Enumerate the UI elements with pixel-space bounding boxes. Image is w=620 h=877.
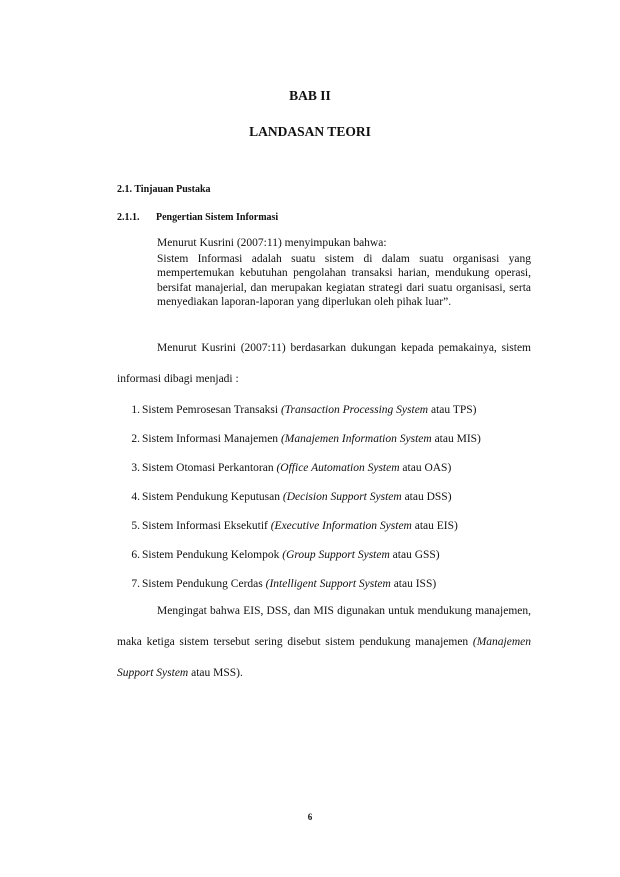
list-text: Sistem Pemrosesan Transaksi: [142, 404, 281, 416]
list-term: (Decision Support System: [282, 491, 402, 503]
list-text: Sistem Pendukung Keputusan: [142, 491, 283, 503]
list-number: 4.: [131, 491, 140, 503]
list-abbrev: atau OAS): [399, 462, 452, 474]
list-text: Sistem Pendukung Cerdas: [142, 578, 266, 590]
list-item: [117, 512, 537, 541]
paragraph-text: Mengingat bahwa EIS, DSS, dan MIS digunakan untuk mendukung manajemen, maka ketiga sistem tersebut sering disebut sistem pendukung manajemen: [117, 605, 531, 648]
paragraph-abbrev: atau MSS).: [188, 667, 243, 679]
list-abbrev: atau ISS): [390, 578, 437, 590]
list-text: Sistem Informasi Manajemen: [142, 433, 281, 445]
list-item: [117, 541, 537, 570]
list-number: 5.: [131, 520, 140, 532]
list-item: [117, 483, 537, 512]
subsection-heading: [117, 212, 517, 223]
list-number: 6.: [131, 549, 140, 561]
list-term: (Office Automation System: [276, 462, 400, 474]
list-number: 1.: [131, 404, 140, 416]
paragraph-intro: Menurut Kusrini (2007:11) berdasarkan dukungan kepada pemakainya, sistem informasi dibagi menjadi :: [117, 342, 531, 385]
list-item: [117, 570, 537, 599]
list-term: (Intelligent Support System: [265, 578, 391, 590]
section-heading: 2.1. Tinjauan Pustaka: [117, 184, 211, 195]
list-item: [117, 454, 537, 483]
block-quote: Sistem Informasi adalah suatu sistem di dalam suatu organisasi yang mempertemukan kebutuhan pengolahan transaksi harian, mendukung operasi, bersifat manajerial, dan merupakan kegiatan strategi dari suatu organisasi, serta menyediakan laporan-laporan yang diperlukan oleh pihak luar”.: [157, 253, 531, 308]
list-item: [117, 425, 537, 454]
list-abbrev: atau TPS): [428, 404, 477, 416]
list-abbrev: atau GSS): [389, 549, 440, 561]
list-term: (Transaction Processing System: [280, 404, 429, 416]
list-item: [117, 396, 537, 425]
list-number: 3.: [131, 462, 140, 474]
subsection-number: 2.1.1.: [117, 212, 140, 223]
list-number: 2.: [131, 433, 140, 445]
subsection-title: Pengertian Sistem Informasi: [156, 212, 279, 223]
quote-intro: Menurut Kusrini (2007:11) menyimpukan bahwa:: [157, 237, 387, 249]
paragraph-term: (Manajemen Support System: [117, 636, 531, 679]
list-term: (Manajemen Information System: [280, 433, 432, 445]
list-text: Sistem Informasi Eksekutif: [142, 520, 271, 532]
chapter-number: BAB II: [289, 88, 331, 103]
list-number: 7.: [131, 578, 140, 590]
paragraph-conclusion: [117, 596, 531, 689]
list-abbrev: atau EIS): [411, 520, 458, 532]
list-term: (Executive Information System: [270, 520, 412, 532]
list-text: Sistem Pendukung Kelompok: [142, 549, 283, 561]
list-abbrev: atau DSS): [401, 491, 452, 503]
page-number: 6: [307, 812, 313, 822]
list-abbrev: atau MIS): [431, 433, 481, 445]
system-list: [117, 396, 537, 599]
chapter-title: LANDASAN TEORI: [249, 124, 371, 139]
list-text: Sistem Otomasi Perkantoran: [142, 462, 277, 474]
list-term: (Group Support System: [282, 549, 390, 561]
